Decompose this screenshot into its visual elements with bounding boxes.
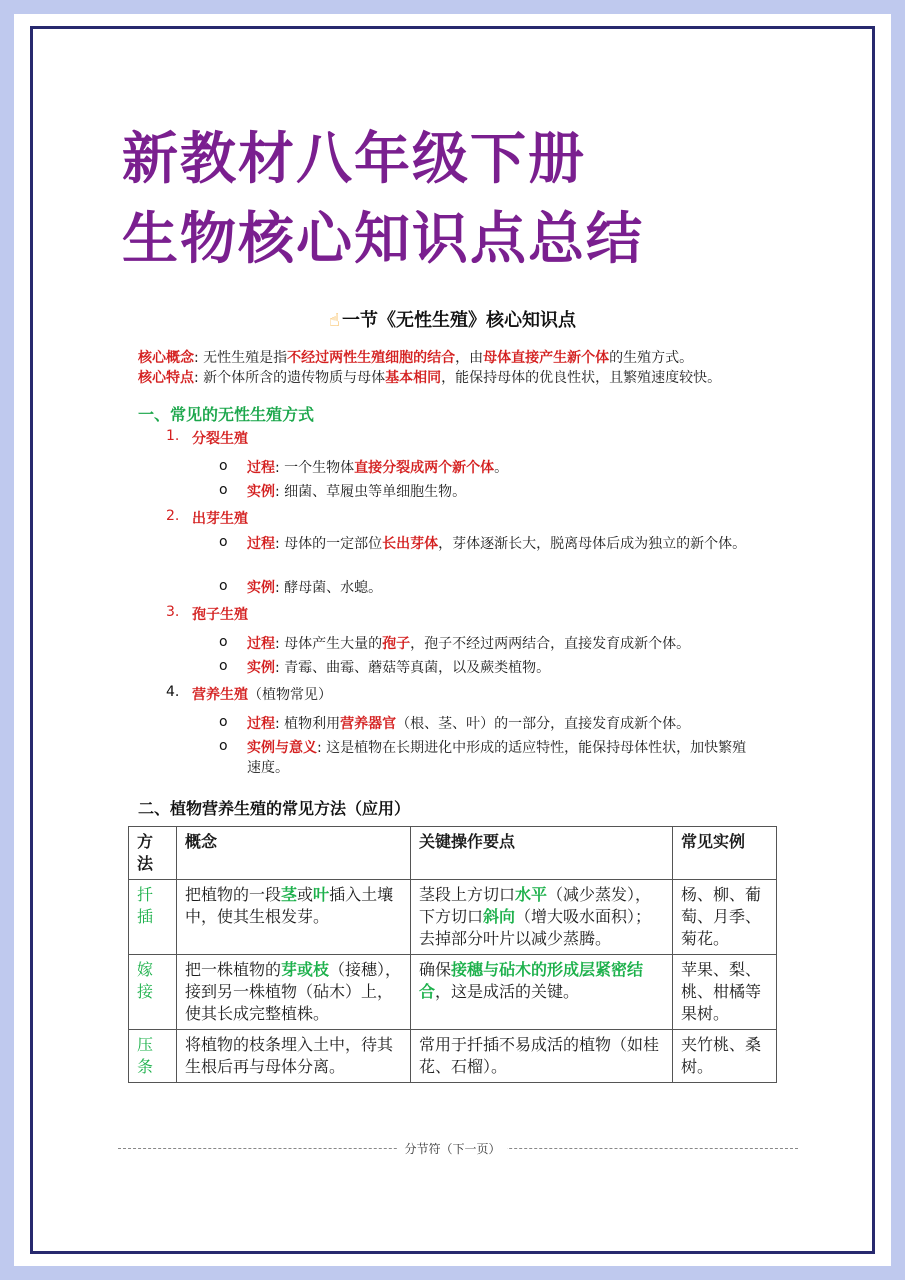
text: ，由 bbox=[455, 350, 484, 366]
item-example bbox=[247, 578, 772, 598]
item-example bbox=[247, 738, 747, 778]
text: : 母体产生大量的 bbox=[275, 636, 383, 652]
item-number: 2. bbox=[166, 508, 180, 524]
subheading-plant-methods: 二、植物营养生殖的常见方法（应用） bbox=[138, 799, 411, 818]
bullet-icon: o bbox=[219, 458, 228, 474]
highlight: 直接分裂成两个新个体 bbox=[354, 460, 495, 476]
header-example: 常见实例 bbox=[673, 827, 777, 880]
item-name: 分裂生殖 bbox=[192, 431, 248, 447]
item-name: 营养生殖 bbox=[192, 687, 248, 703]
text: 或 bbox=[297, 885, 314, 904]
item-process bbox=[247, 458, 772, 478]
core-concept-line bbox=[138, 348, 693, 368]
highlight: 长出芽体 bbox=[382, 536, 439, 552]
core-feature-label: 核心特点 bbox=[138, 370, 194, 386]
item-process bbox=[247, 534, 772, 554]
item-number: 1. bbox=[166, 428, 180, 444]
item-example bbox=[247, 482, 772, 502]
text: ，孢子不经过两两结合，直接发育成新个体。 bbox=[410, 636, 691, 652]
item-number: 4. bbox=[166, 684, 180, 700]
item-process bbox=[247, 634, 772, 654]
section-break-label bbox=[14, 1140, 891, 1157]
item-title bbox=[192, 684, 332, 704]
table-header-row bbox=[129, 827, 777, 880]
item-title bbox=[192, 428, 248, 448]
text: : 无性生殖是指 bbox=[194, 350, 288, 366]
text: : 这是植物在长期进化中形成的适应特性，能保持母体性状，加快繁殖速度。 bbox=[247, 740, 747, 776]
item-process bbox=[247, 714, 772, 734]
highlight: 营养器官 bbox=[340, 716, 397, 732]
process-label: 过程 bbox=[247, 536, 275, 552]
highlight: 水平 bbox=[515, 885, 548, 904]
bullet-icon: o bbox=[219, 578, 228, 594]
text: 把植物的一段 bbox=[185, 885, 282, 904]
highlight: 叶 bbox=[313, 885, 330, 904]
bullet-icon: o bbox=[219, 482, 228, 498]
title-line-1: 新教材八年级下册 bbox=[122, 127, 586, 192]
concept-cell bbox=[177, 880, 411, 955]
section-break-text: 分节符（下一页） bbox=[398, 1142, 506, 1156]
bullet-icon: o bbox=[219, 634, 228, 650]
item-number: 3. bbox=[166, 604, 180, 620]
text: : 母体的一定部位 bbox=[275, 536, 383, 552]
operation-cell: 常用于扦插不易成活的植物（如桂花、石榴）。 bbox=[411, 1030, 673, 1083]
core-feature-line bbox=[138, 368, 721, 388]
method-name: 压条 bbox=[129, 1030, 177, 1083]
core-concept-label: 核心概念 bbox=[138, 350, 194, 366]
text: : 新个体所含的遗传物质与母体 bbox=[194, 370, 386, 386]
highlight: 孢子 bbox=[382, 636, 411, 652]
table-row bbox=[129, 955, 777, 1030]
item-note: （植物常见） bbox=[248, 687, 332, 703]
item-name: 孢子生殖 bbox=[192, 607, 248, 623]
text: （减少蒸发），下方切口 bbox=[419, 885, 652, 926]
method-name: 嫁接 bbox=[129, 955, 177, 1030]
example-cell: 杨、柳、葡萄、月季、菊花。 bbox=[673, 880, 777, 955]
text: 的生殖方式。 bbox=[609, 350, 694, 366]
item-example bbox=[247, 658, 772, 678]
highlight: 芽或枝 bbox=[281, 960, 330, 979]
header-concept: 概念 bbox=[177, 827, 411, 880]
concept-cell bbox=[177, 955, 411, 1030]
section-heading-text: 一节《无性生殖》核心知识点 bbox=[341, 310, 576, 331]
pointing-hand-icon: ☝ bbox=[329, 310, 340, 331]
header-operation: 关键操作要点 bbox=[411, 827, 673, 880]
text: ，芽体逐渐长大，脱离母体后成为独立的新个体。 bbox=[438, 536, 747, 552]
text: : 植物利用 bbox=[275, 716, 341, 732]
example-label: 实例 bbox=[247, 580, 275, 596]
text: （根、茎、叶）的一部分，直接发育成新个体。 bbox=[396, 716, 691, 732]
table-row bbox=[129, 880, 777, 955]
concept-cell: 将植物的枝条埋入土中，待其生根后再与母体分离。 bbox=[177, 1030, 411, 1083]
table-row bbox=[129, 1030, 777, 1083]
text: : 酵母菌、水螅。 bbox=[275, 580, 383, 596]
section-heading bbox=[14, 306, 891, 332]
text: : 一个生物体 bbox=[275, 460, 355, 476]
example-cell: 苹果、梨、桃、柑橘等果树。 bbox=[673, 955, 777, 1030]
highlight: 接穗与砧木的形成层紧密结合 bbox=[419, 960, 644, 1001]
document-page bbox=[14, 14, 891, 1266]
bullet-icon: o bbox=[219, 658, 228, 674]
highlight: 基本相同 bbox=[385, 370, 442, 386]
text: 。 bbox=[494, 460, 509, 476]
example-label: 实例 bbox=[247, 484, 275, 500]
highlight: 茎 bbox=[281, 885, 298, 904]
highlight: 母体直接产生新个体 bbox=[483, 350, 610, 366]
example-label: 实例与意义 bbox=[247, 740, 317, 756]
title-line-2: 生物核心知识点总结 bbox=[122, 207, 644, 272]
text: 插入土壤中，使其生根发芽。 bbox=[185, 885, 394, 926]
header-method: 方法 bbox=[129, 827, 177, 880]
text: : 细菌、草履虫等单细胞生物。 bbox=[275, 484, 467, 500]
process-label: 过程 bbox=[247, 636, 275, 652]
process-label: 过程 bbox=[247, 460, 275, 476]
bullet-icon: o bbox=[219, 714, 228, 730]
text: 把一株植物的 bbox=[185, 960, 282, 979]
text: 茎段上方切口 bbox=[419, 885, 516, 904]
item-title bbox=[192, 508, 248, 528]
operation-cell bbox=[411, 880, 673, 955]
example-label: 实例 bbox=[247, 660, 275, 676]
text: 确保 bbox=[419, 960, 452, 979]
highlight: 不经过两性生殖细胞的结合 bbox=[287, 350, 456, 366]
text: （增大吸水面积）；去掉部分叶片以减少蒸腾。 bbox=[419, 907, 652, 948]
text: ，能保持母体的优良性状，且繁殖速度较快。 bbox=[441, 370, 722, 386]
item-title bbox=[192, 604, 248, 624]
item-name: 出芽生殖 bbox=[192, 511, 248, 527]
bullet-icon: o bbox=[219, 738, 228, 754]
text: : 青霉、曲霉、蘑菇等真菌，以及蕨类植物。 bbox=[275, 660, 551, 676]
text: ，这是成活的关键。 bbox=[435, 982, 580, 1001]
bullet-icon: o bbox=[219, 534, 228, 550]
process-label: 过程 bbox=[247, 716, 275, 732]
operation-cell bbox=[411, 955, 673, 1030]
methods-table bbox=[128, 826, 777, 1083]
example-cell: 夹竹桃、桑树。 bbox=[673, 1030, 777, 1083]
method-name: 扦插 bbox=[129, 880, 177, 955]
highlight: 斜向 bbox=[483, 907, 516, 926]
text: （接穗），接到另一株植物（砧木）上，使其长成完整植株。 bbox=[185, 960, 402, 1023]
subheading-asexual-methods: 一、常见的无性生殖方式 bbox=[138, 405, 315, 424]
